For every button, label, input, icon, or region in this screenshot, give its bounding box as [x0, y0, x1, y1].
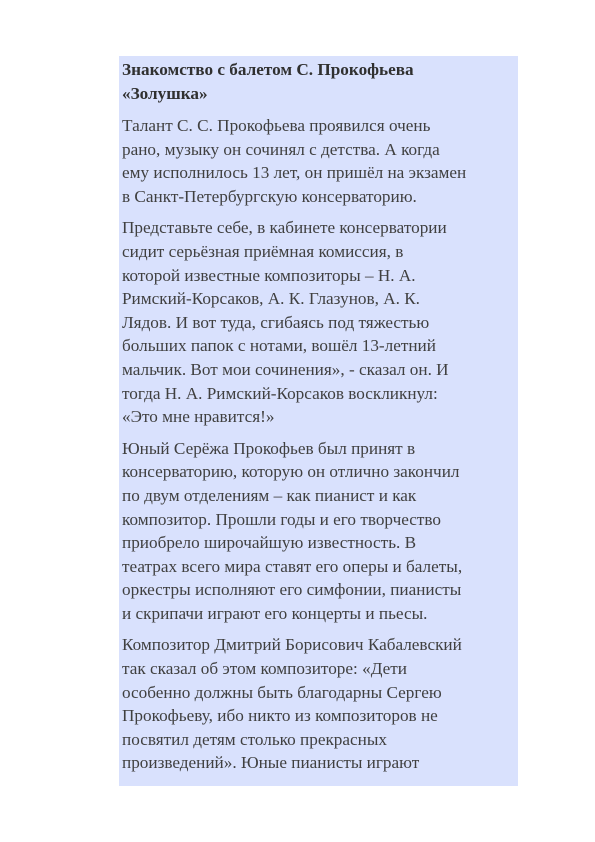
paragraph-line: Римский-Корсаков, А. К. Глазунов, А. К.: [122, 289, 420, 309]
paragraph-line: так сказал об этом композиторе: «Дети: [122, 659, 407, 679]
paragraph-line: театрах всего мира ставят его оперы и балеты,: [122, 556, 463, 576]
paragraph-line: Лядов. И вот туда, сгибаясь под тяжестью: [122, 312, 430, 332]
paragraph-line: по двум отделениям – как пианист и как: [122, 485, 417, 505]
text-block: [119, 56, 518, 786]
document-title: [122, 58, 518, 106]
paragraph-line: композитор. Прошли годы и его творчество: [122, 509, 442, 529]
paragraph-line: Талант С. С. Прокофьева проявился очень: [122, 116, 431, 135]
title-line: Знакомство с балетом С. Прокофьева: [122, 60, 414, 79]
paragraph-line: больших папок с нотами, вошёл 13-летний: [122, 336, 436, 356]
paragraph-4: [122, 633, 518, 775]
paragraph-line: рано, музыку он сочинял с детства. А когда: [122, 139, 440, 159]
paragraph-line: Прокофьеву, ибо никто из композиторов не: [122, 706, 438, 726]
paragraph-line: и скрипачи играют его концерты и пьесы.: [122, 603, 428, 623]
paragraph-line: ему исполнилось 13 лет, он пришёл на экзамен: [122, 163, 467, 183]
paragraph-line: консерваторию, которую он отлично закончил: [122, 462, 460, 482]
paragraph-line: Юный Серёжа Прокофьев был принят в: [122, 438, 416, 458]
paragraph-line: посвятил детям столько прекрасных: [122, 729, 387, 749]
paragraph-line: сидит серьёзная приёмная комиссия, в: [122, 241, 404, 261]
paragraph-line: Представьте себе, в кабинете консерватории: [122, 218, 447, 238]
paragraph-3: [122, 437, 518, 626]
paragraph-line: приобрело широчайшую известность. В: [122, 533, 417, 553]
paragraph-line: оркестры исполняют его симфонии, пианисты: [122, 580, 462, 600]
paragraph-line: «Это мне нравится!»: [122, 407, 275, 427]
paragraph-line: особенно должны быть благодарны Сергею: [122, 682, 442, 702]
paragraph-2: [122, 216, 518, 428]
paragraph-line: в Санкт-Петербургскую консерваторию.: [122, 186, 417, 206]
paragraph-1: [122, 114, 518, 208]
paragraph-line: тогда Н. А. Римский-Корсаков воскликнул:: [122, 383, 438, 403]
paragraph-line: произведений». Юные пианисты играют: [122, 753, 420, 773]
title-line: «Золушка»: [122, 84, 208, 103]
paragraph-line: Композитор Дмитрий Борисович Кабалевский: [122, 635, 462, 655]
paragraph-line: мальчик. Вот мои сочинения», - сказал он. И: [122, 359, 449, 379]
paragraph-line: которой известные композиторы – Н. А.: [122, 265, 416, 285]
